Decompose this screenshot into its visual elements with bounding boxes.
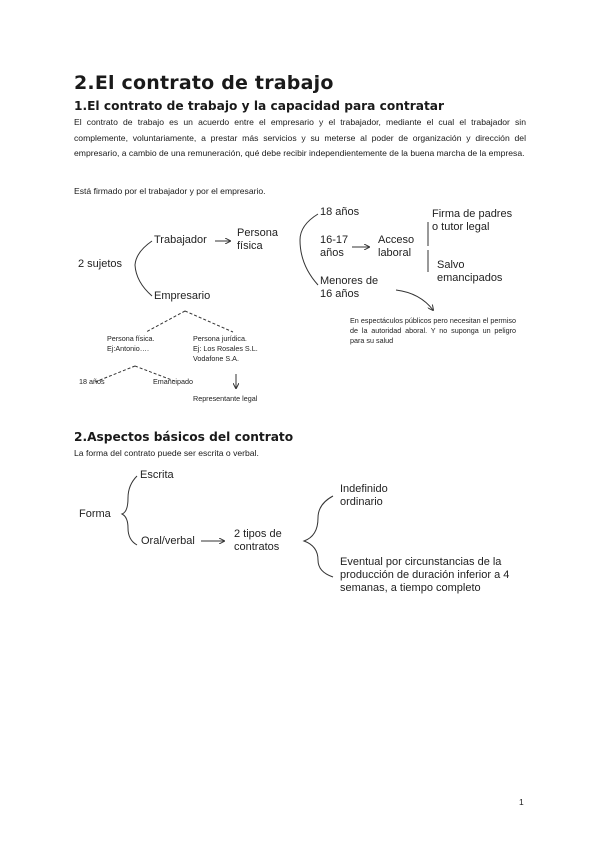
node-firma-padres: Firma de padres o tutor legal bbox=[432, 208, 513, 233]
node-2-tipos: 2 tipos de contratos bbox=[234, 528, 282, 553]
node-persona-fisica-emp: Persona física. Ej:Antonio…. bbox=[107, 334, 155, 353]
section-1-paragraph: El contrato de trabajo es un acuerdo entre el empresario y el trabajador, mediante el cual el trabajador sin complemente, voluntariamente, a prestar más servicios y su meterse al poder de organización y dirección del empresario, a cambio de una remuneración, qué debe recibir independientemente de la buena marcha de la empresa. bbox=[74, 117, 526, 158]
node-salvo-emancipados: Salvo emancipados bbox=[437, 259, 503, 284]
page-number: 1 bbox=[519, 797, 524, 807]
node-trabajador: Trabajador bbox=[154, 234, 207, 246]
node-18-anos: 18 años bbox=[320, 206, 360, 218]
node-oral-verbal: Oral/verbal bbox=[141, 535, 195, 547]
node-empresario: Empresario bbox=[154, 290, 211, 302]
signed-line: Está firmado por el trabajador y por el empresario. bbox=[74, 186, 266, 196]
node-menores-16: Menores de 16 años bbox=[320, 275, 379, 300]
node-forma: Forma bbox=[79, 508, 111, 520]
node-persona-juridica: Persona jurídica. Ej: Los Rosales S.L. Vodafone S.A. bbox=[193, 334, 258, 363]
node-acceso-laboral: Acceso laboral bbox=[378, 234, 415, 259]
note-espectaculos: En espectáculos públicos pero necesitan el permiso de la autoridad aboral. Y no suponga un peligro para su salud bbox=[350, 316, 516, 345]
section-2-intro: La forma del contrato puede ser escrita o verbal. bbox=[74, 448, 259, 458]
node-16-17-anos: 16-17 años bbox=[320, 234, 349, 259]
section-1-heading: 1.El contrato de trabajo y la capacidad para contratar bbox=[74, 99, 445, 113]
node-persona-fisica: Persona física bbox=[237, 227, 278, 252]
node-escrita: Escrita bbox=[140, 469, 174, 481]
section-2-heading: 2.Aspectos básicos del contrato bbox=[74, 430, 294, 444]
node-representante-legal: Representante legal bbox=[193, 394, 258, 403]
node-indefinido: Indefinido ordinario bbox=[340, 483, 388, 508]
root-2-sujetos: 2 sujetos bbox=[78, 258, 123, 270]
node-edad-18: 18 años bbox=[79, 377, 105, 386]
node-eventual: Eventual por circunstancias de la producción de duración inferior a 4 semanas, a tiempo completo bbox=[340, 556, 510, 594]
node-emancipado: Emancipado bbox=[153, 377, 193, 386]
page-title: 2.El contrato de trabajo bbox=[74, 72, 334, 94]
